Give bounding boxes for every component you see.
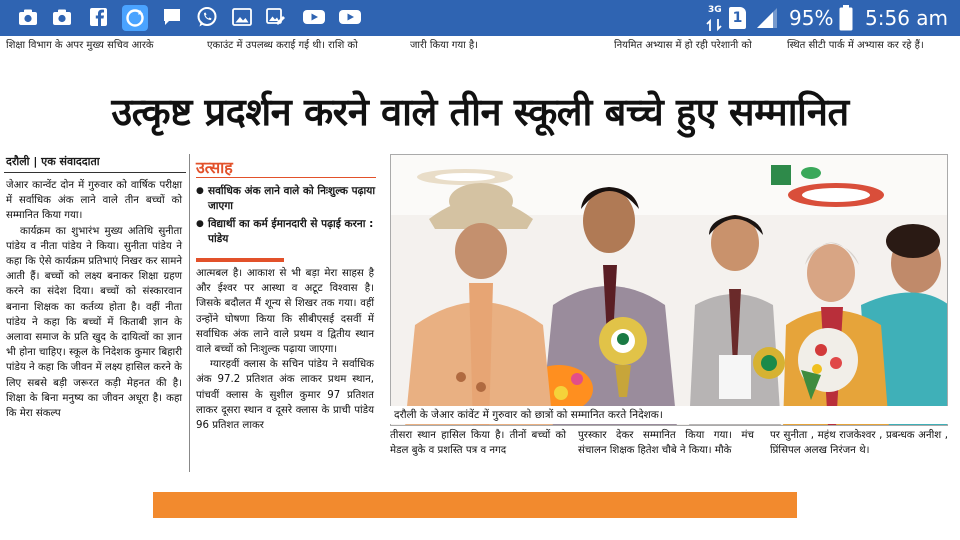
article-column-3	[390, 428, 566, 458]
facebook-icon[interactable]	[88, 8, 108, 26]
clock: 5:56 am	[865, 6, 949, 30]
article-column-2	[196, 266, 374, 433]
network-type	[708, 5, 722, 15]
paragraph: तीसरा स्थान हासिल किया है। तीनों बच्चों को मेडल बुके व प्रशस्ति पत्र व नगद	[390, 430, 566, 457]
strip-text: जारी किया गया है।	[410, 40, 479, 51]
highlight-item: ● विद्यार्थी का कर्म ईमानदारी से पढ़ाई करना : पांडेय	[196, 217, 376, 247]
article-column-5	[770, 428, 948, 458]
divider	[196, 177, 376, 178]
article-column-4	[578, 428, 754, 458]
strip-text: नियमित अभ्यास में हो रही परेशानी को	[614, 40, 752, 51]
award-ceremony-photo	[391, 155, 948, 426]
paragraph: ग्यारहवीं क्लास के सचिन पांडेय ने सर्वाधिक अंक 97.2 प्रतिशत अंक लाकर प्रथम स्थान, पांचवीं क्लास के सुशील कुमार 97 प्रतिशत लाकर दूसरा स्थान व दूसरे क्लास के प्राची पांडेय 96 प्रतिशत लाकर	[196, 359, 374, 432]
paragraph: जेआर कान्वेंट दोन में गुरुवार को वार्षिक परीक्षा में सर्वाधिक अंक लाने वाले तीन बच्चों को सम्मानित किया गया।	[6, 180, 182, 222]
article-column-1	[6, 178, 182, 421]
dateline: दरौली | एक संवाददाता	[6, 155, 100, 168]
newspaper-page	[0, 36, 960, 540]
paragraph: पर सुनीता , महंथ राजकेश्वर , प्रबन्धक अनीश , प्रिंसिपल अलख निरंजन थे।	[770, 430, 948, 457]
highlight-item: ● सर्वाधिक अंक लाने वाले को निःशुल्क पढ़ाया जाएगा	[196, 184, 376, 214]
column-divider	[189, 154, 190, 472]
signal-strength-icon	[756, 7, 778, 29]
data-arrows-icon	[706, 18, 724, 32]
strip-text: एकाउंट में उपलब्ध कराई गई थी। राशि को	[207, 40, 358, 51]
camera-icon[interactable]	[18, 8, 38, 26]
sim-indicator: 1	[729, 7, 746, 29]
youtube-icon[interactable]	[338, 8, 362, 26]
orange-banner	[153, 492, 797, 518]
sync-app-icon[interactable]	[122, 5, 148, 31]
paragraph: पुरस्कार देकर सम्मानित किया गया। मंच संचालन शिक्षक हितेश चौबे ने किया। मौके	[578, 430, 754, 457]
article-photo	[390, 154, 948, 426]
photo-caption: दरौली के जेआर कांवेंट में गुरुवार को छात्रों को सम्मानित करते निदेशक।	[390, 406, 948, 424]
gallery-icon[interactable]	[232, 8, 252, 26]
headline: उत्कृष्ट प्रदर्शन करने वाले तीन स्कूली बच्चे हुए सम्मानित	[111, 90, 849, 134]
battery-percent: 95%	[789, 6, 834, 30]
status-bar	[0, 0, 960, 36]
sidebox-title: उत्साह	[196, 158, 233, 177]
paragraph: आत्मबल है। आकाश से भी बड़ा मेरा साहस है और ईश्वर पर आस्था व अटूट विश्वास है। जिसके बदौलत मैं शून्य से शिखर तक गया। वहीं उन्होंने घोषणा किया कि सीबीएसई दसवीं में सर्वाधिक अंक लाने वाले प्रथम व द्वितीय स्थान वाले बच्चों को निःशुल्क पढ़ाया जाएगा।	[196, 268, 374, 356]
strip-text: स्थित सीटी पार्क में अभ्यास कर रहे हैं।	[787, 40, 924, 51]
network-label: 3G	[708, 5, 722, 15]
camera-icon[interactable]	[52, 8, 72, 26]
accent-rule	[196, 258, 284, 262]
paragraph: कार्यक्रम का शुभारंभ मुख्य अतिथि सुनीता पांडेय व नीता पांडेय ने किया। सुनीता पांडेय ने कहा कि ऐसे कार्यक्रम प्रतिभाएं निखर कर सामने आती हैं। बच्चों को लक्ष्य बनाकर शिक्षा ग्रहण करने का संदेश दिया। बच्चों को संस्कारवान बनाना शिक्षक का कर्तव्य होता है। वहीं नीता पांडेय ने कहा कि बच्चों में किताबी ज्ञान के अलावा समाज के प्रति खुद के दायित्वों का ज्ञान भी होना चाहिए। स्कूल के निदेशक कुमार बिहारी पांडेय ने कहा कि जीवन में लक्ष्य हासिल करने के लिए सबसे बड़ी जरूरत कड़ी मेहनत की है। शिक्षा के बिना मनुष्य का जीवन अधूरा है। कहा कि मेरा संकल्प	[6, 225, 182, 420]
battery-icon	[839, 5, 853, 31]
image-edit-icon[interactable]	[266, 8, 286, 26]
youtube-icon[interactable]	[302, 8, 326, 26]
previous-article-strip	[0, 36, 960, 56]
message-icon[interactable]	[162, 8, 182, 26]
highlight-list	[196, 184, 376, 250]
whatsapp-icon[interactable]	[196, 6, 218, 28]
divider	[4, 172, 186, 173]
strip-text: शिक्षा विभाग के अपर मुख्य सचिव आरके	[6, 40, 154, 51]
